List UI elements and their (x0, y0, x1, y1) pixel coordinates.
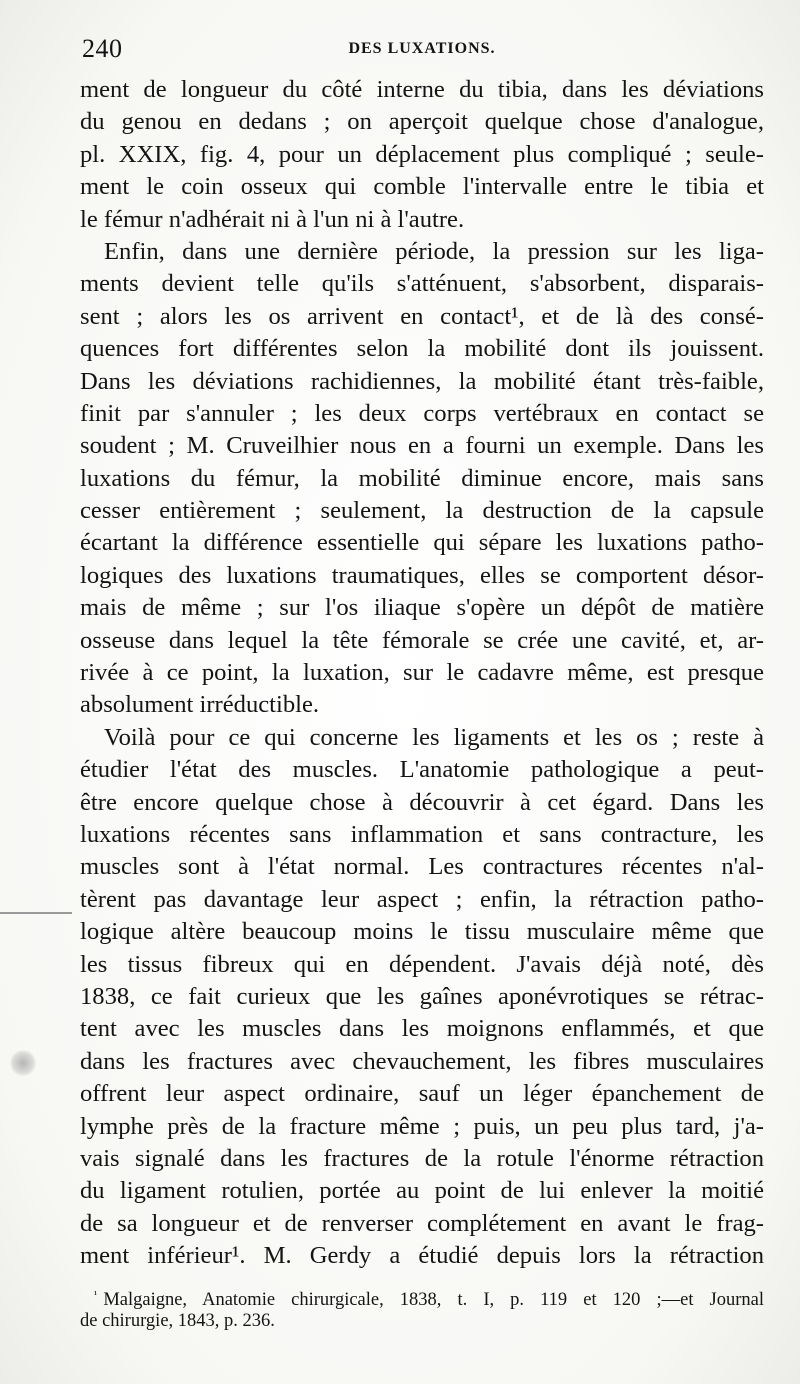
text-line: Voilà pour ce qui concerne les ligaments et les os ; reste à (104, 723, 764, 751)
page-number: 240 (82, 34, 123, 63)
page-header (82, 32, 762, 66)
body-text (80, 74, 764, 1272)
footnotes (80, 1282, 764, 1334)
text-line: étudier l'état des muscles. L'anatomie pathologique a peut- (80, 756, 764, 784)
footnote-line: de chirurgie, 1843, p. 236. (80, 1311, 275, 1331)
text-line: rivée à ce point, la luxation, sur le cadavre même, est presque (80, 659, 764, 687)
text-line: pl. XXIX, fig. 4, pour un déplacement plus compliqué ; seule- (80, 140, 764, 168)
text-line: ment le coin osseux qui comble l'intervalle entre le tibia et (80, 173, 764, 201)
text-line: tent avec les muscles dans les moignons enflammés, et que (80, 1015, 764, 1043)
text-line: du ligament rotulien, portée au point de lui enlever la moitié (80, 1177, 764, 1205)
text-line: écartant la différence essentielle qui sépare les luxations patho- (80, 529, 764, 557)
footnote-text: Malgaigne, Anatomie chirurgicale, 1838, t. I, p. 119 et 120 ;—et Journal (103, 1290, 764, 1311)
text-line: ment inférieur¹. M. Gerdy a étudié depuis lors la rétraction (80, 1242, 764, 1270)
text-line: soudent ; M. Cruveilhier nous en a fourni un exemple. Dans les (80, 432, 764, 460)
footnote-line (80, 1282, 764, 1311)
text-line: tèrent pas davantage leur aspect ; enfin, la rétraction patho- (80, 885, 764, 913)
text-line: logique altère beaucoup moins le tissu musculaire même que (80, 918, 764, 946)
text-line: finit par s'annuler ; les deux corps vertébraux en contact se (80, 399, 764, 427)
text-line: mais de même ; sur l'os iliaque s'opère un dépôt de matière (80, 594, 764, 622)
text-line: luxations du fémur, la mobilité diminue encore, mais sans (80, 464, 764, 492)
text-line: dans les fractures avec chevauchement, les fibres musculaires (80, 1047, 764, 1075)
text-line: les tissus fibreux qui en dépendent. J'avais déjà noté, dès (80, 950, 764, 978)
text-line: offrent leur aspect ordinaire, sauf un léger épanchement de (80, 1080, 764, 1108)
text-line: du genou en dedans ; on aperçoit quelque chose d'analogue, (80, 108, 764, 136)
text-line: logiques des luxations traumatiques, elles se comportent désor- (80, 561, 764, 589)
running-head: DES LUXATIONS. (348, 40, 496, 57)
text-line: cesser entièrement ; seulement, la destruction de la capsule (80, 497, 764, 525)
text-line: muscles sont à l'état normal. Les contractures récentes n'al- (80, 853, 764, 881)
text-line: 1838, ce fait curieux que les gaînes aponévrotiques se rétrac- (80, 982, 764, 1010)
text-line: quences fort différentes selon la mobilité dont ils jouissent. (80, 335, 764, 363)
scan-edge-mark (0, 912, 72, 914)
text-line: lymphe près de la fracture même ; puis, un peu plus tard, j'a- (80, 1112, 764, 1140)
footnote-marker: ¹ (94, 1289, 98, 1301)
text-line: osseuse dans lequel la tête fémorale se crée une cavité, et, ar- (80, 626, 764, 654)
scan-smudge (10, 1050, 36, 1076)
text-line: ments devient telle qu'ils s'atténuent, s'absorbent, disparais- (80, 270, 764, 298)
text-line: sent ; alors les os arrivent en contact¹, et de là des consé- (80, 302, 764, 330)
text-line: être encore quelque chose à découvrir à cet égard. Dans les (80, 788, 764, 816)
text-line: Enfin, dans une dernière période, la pression sur les liga- (104, 237, 764, 265)
text-line: luxations récentes sans inflammation et sans contracture, les (80, 820, 764, 848)
text-line: Dans les déviations rachidiennes, la mobilité étant très-faible, (80, 367, 764, 395)
text-line: de sa longueur et de renverser complétement en avant le frag- (80, 1209, 764, 1237)
text-line: absolument irréductible. (80, 691, 320, 719)
text-line: ment de longueur du côté interne du tibia, dans les déviations (80, 76, 764, 103)
text-line: le fémur n'adhérait ni à l'un ni à l'autre. (80, 205, 465, 233)
text-line: vais signalé dans les fractures de la rotule l'énorme rétraction (80, 1144, 764, 1172)
